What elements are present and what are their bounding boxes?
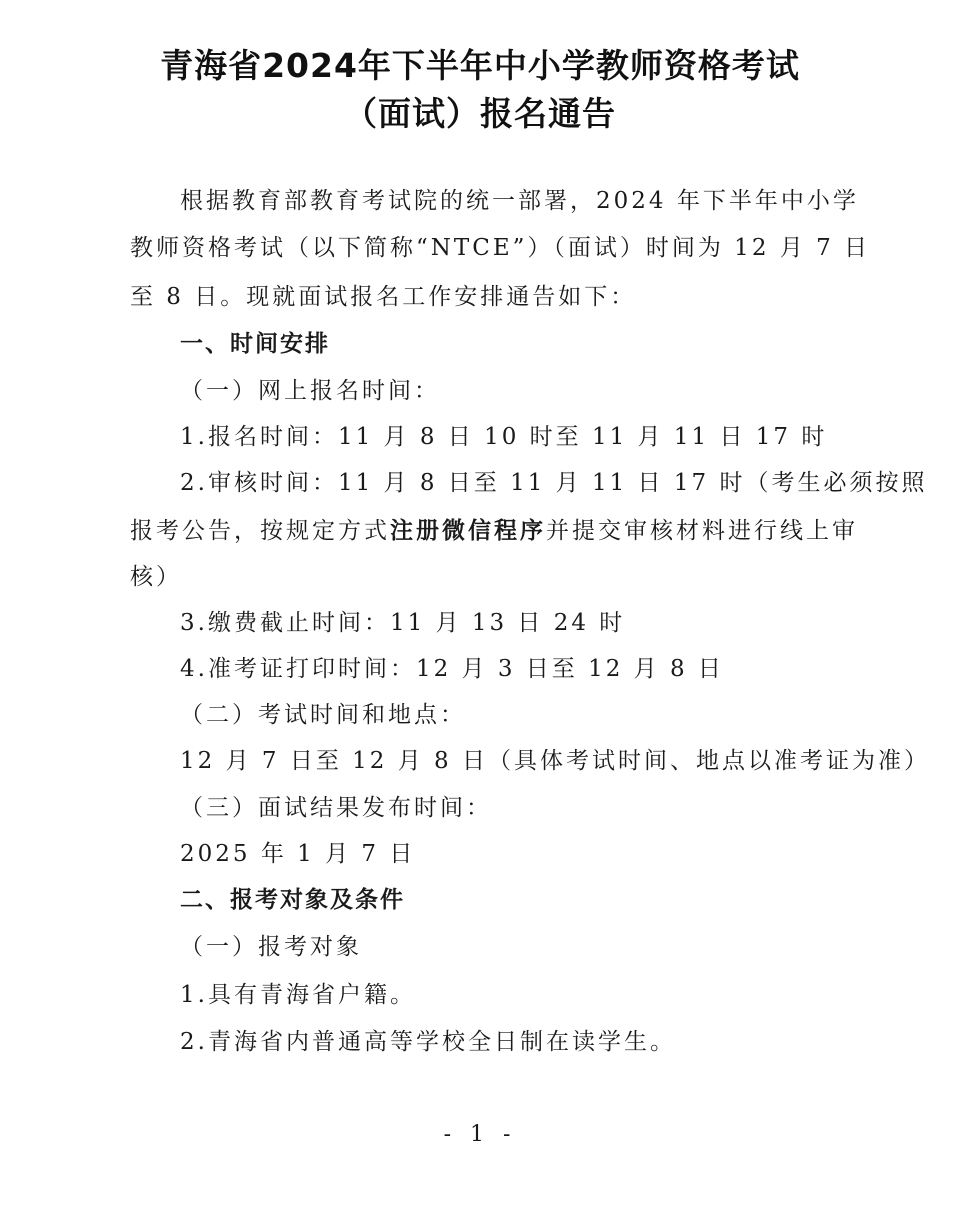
intro-line-1: 根据教育部教育考试院的统一部署，2024 年下半年中小学	[180, 188, 859, 214]
section-1-sub-2: （二）考试时间和地点：	[180, 702, 466, 728]
section-2-sub-1: （一）报考对象	[180, 934, 362, 960]
section-1-item-3: 3.缴费截止时间：11 月 13 日 24 时	[180, 610, 626, 636]
title-line-1: 青海省2024年下半年中小学教师资格考试	[160, 46, 800, 85]
section-2-item-2: 2.青海省内普通高等学校全日制在读学生。	[180, 1029, 676, 1055]
section-2-heading: 二、报考对象及条件	[180, 887, 405, 913]
section-1-heading: 一、时间安排	[180, 331, 330, 357]
section-1-item-4: 4.准考证打印时间：12 月 3 日至 12 月 8 日	[180, 656, 724, 682]
page-number: - 1 -	[443, 1122, 517, 1147]
section-1-item-1: 1.报名时间：11 月 8 日 10 时至 11 月 11 日 17 时	[180, 424, 828, 450]
section-1-sub-3-text: 2025 年 1 月 7 日	[180, 841, 416, 867]
section-2-item-1: 1.具有青海省户籍。	[180, 982, 416, 1008]
section-1-sub-1: （一）网上报名时间：	[180, 378, 440, 404]
section-1-item-2-line-3: 核）	[130, 564, 182, 590]
section-1-sub-2-text: 12 月 7 日至 12 月 8 日（具体考试时间、地点以准考证为准）	[180, 748, 930, 774]
item-2-text-pre: 报考公告，按规定方式	[130, 518, 390, 544]
intro-line-2: 教师资格考试（以下简称“NTCE”）（面试）时间为 12 月 7 日	[130, 235, 871, 261]
item-2-emphasis: 注册微信程序	[390, 518, 546, 544]
section-1-item-2-line-1: 2.审核时间：11 月 8 日至 11 月 11 日 17 时（考生必须按照	[180, 470, 928, 496]
title-line-2: （面试）报名通告	[344, 94, 616, 133]
intro-line-3: 至 8 日。现就面试报名工作安排通告如下：	[130, 284, 637, 310]
section-1-sub-3: （三）面试结果发布时间：	[180, 795, 492, 821]
item-2-text-post: 并提交审核材料进行线上审	[546, 518, 858, 544]
section-1-item-2-line-2	[130, 516, 858, 546]
